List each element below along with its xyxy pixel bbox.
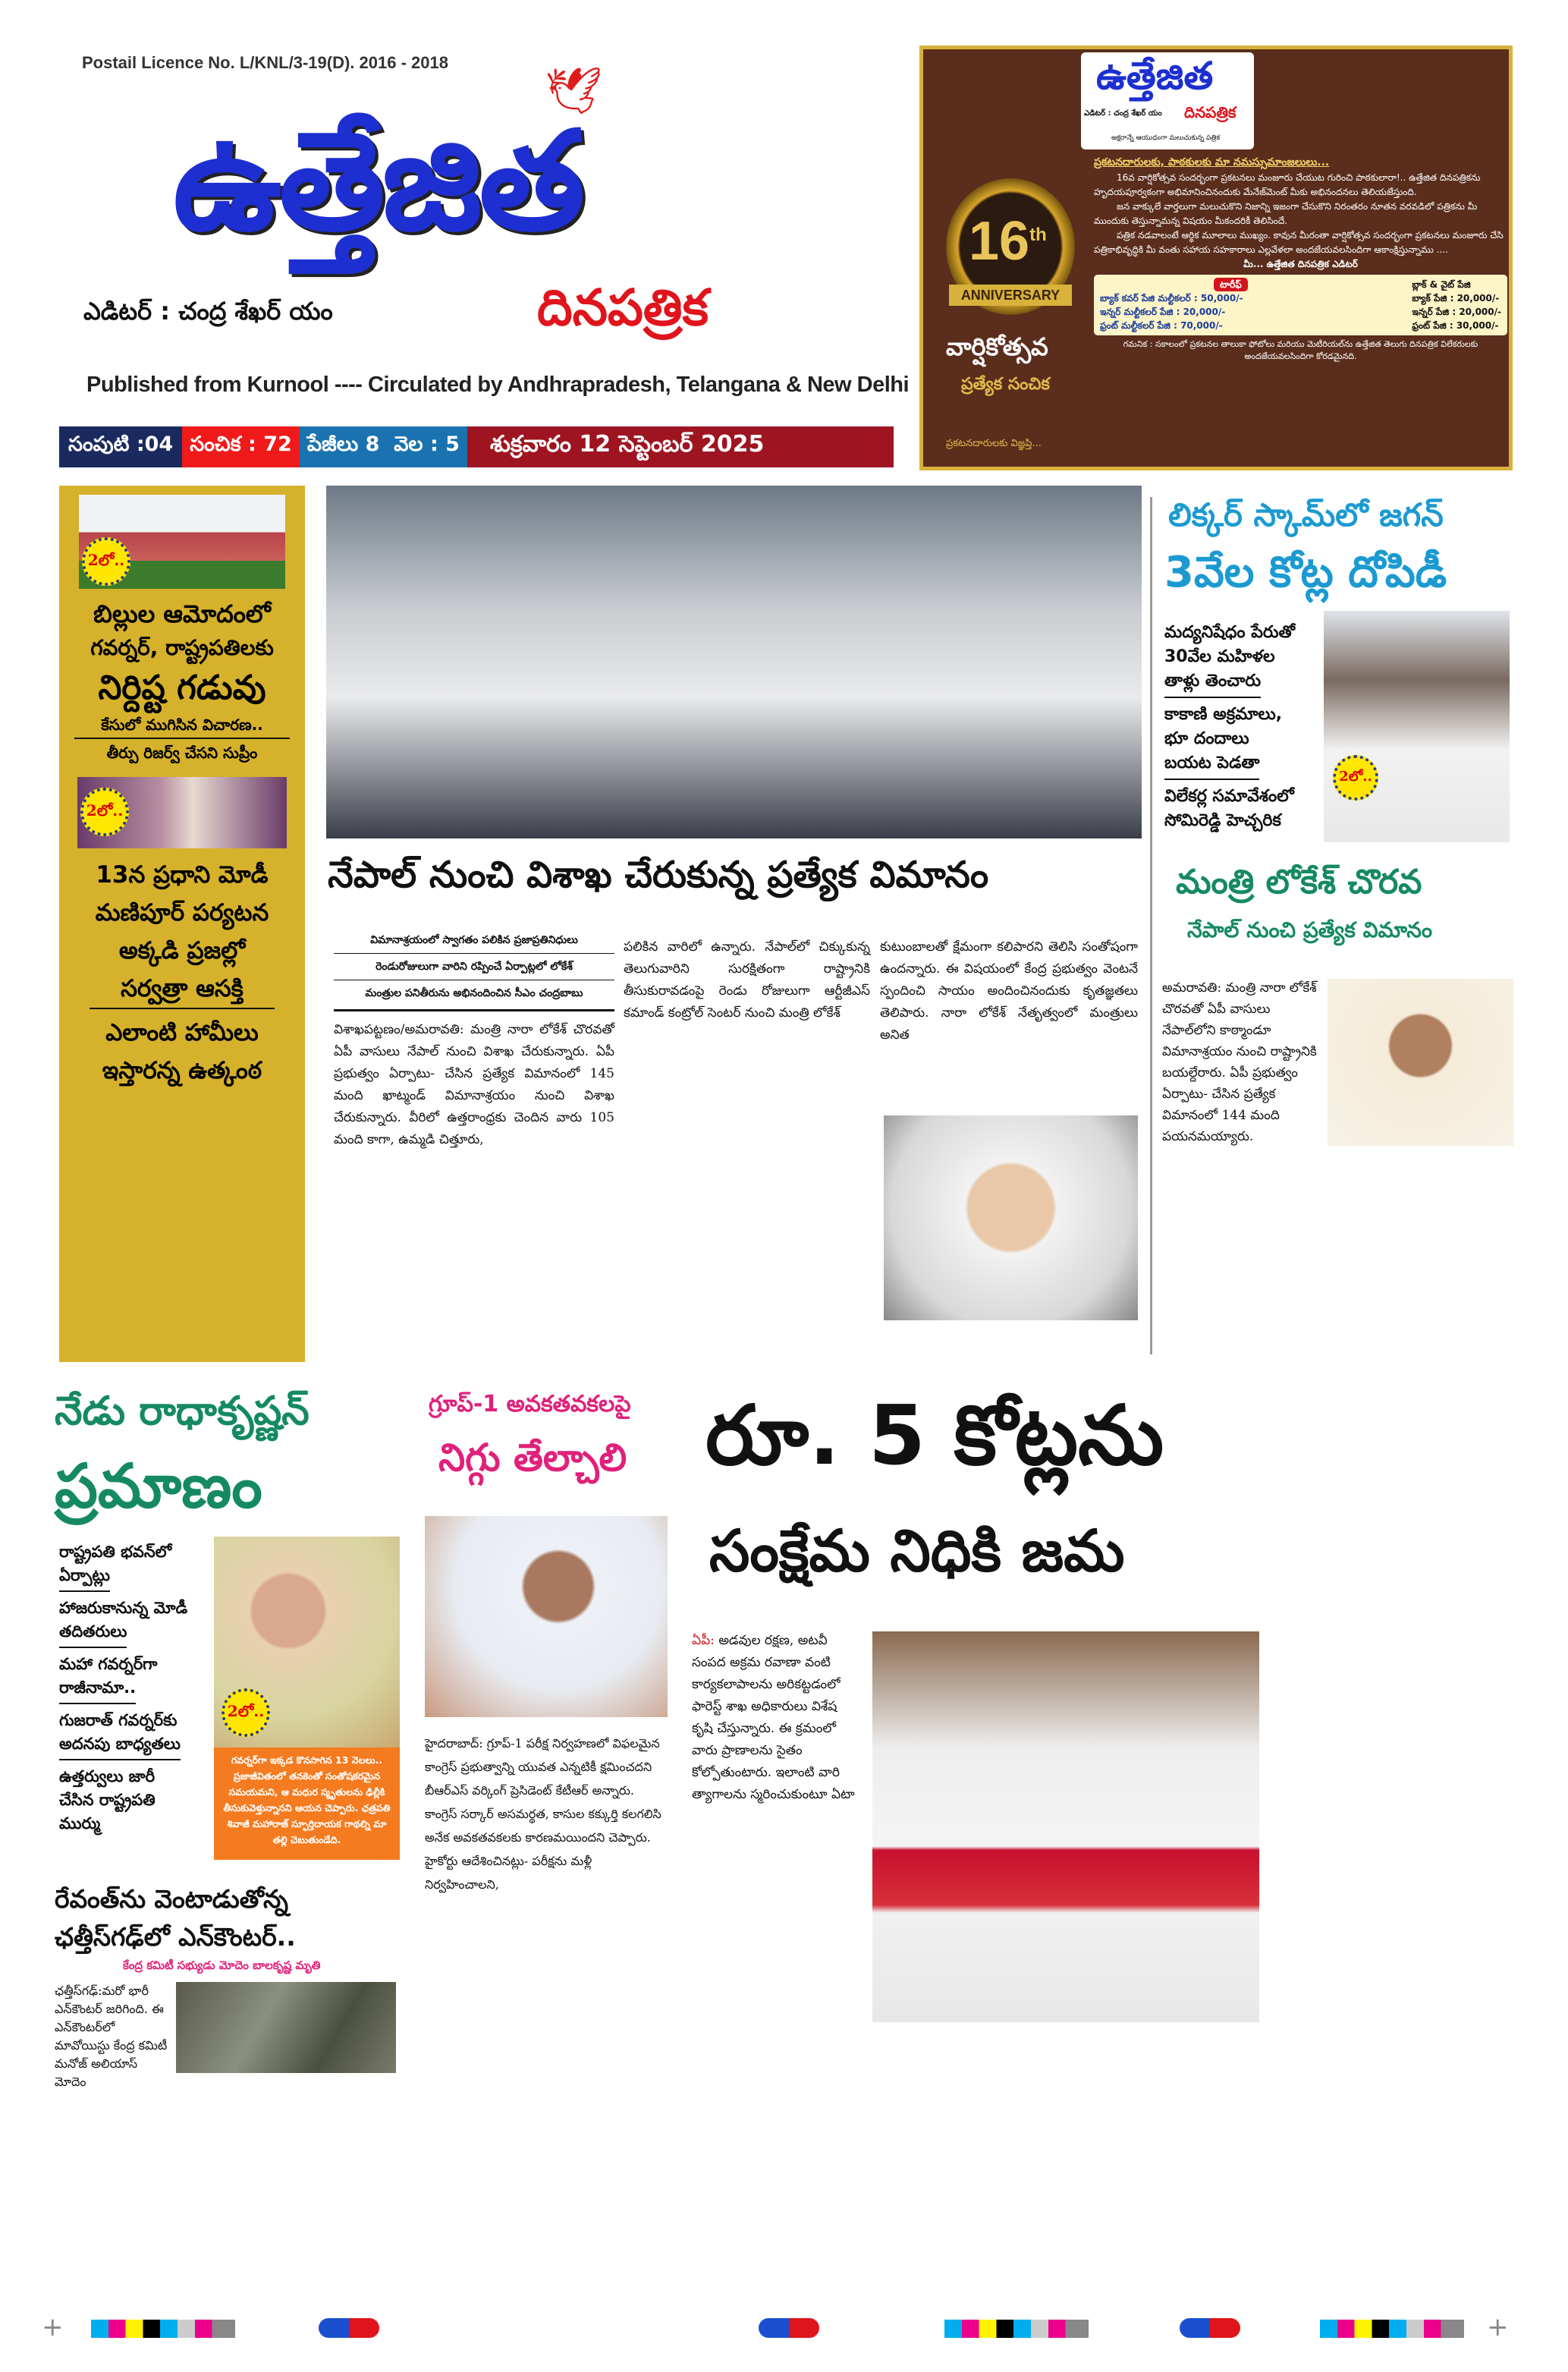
point-line: భూ దందాలు [1164, 729, 1249, 748]
rate-item: ఫ్రంట్ పేజి : 30,000/- [1412, 320, 1499, 331]
dove-icon: 🕊 [545, 64, 603, 118]
bw-title: బ్లాక్ & వైట్ పేజి [1412, 279, 1471, 290]
postal-licence: Postail Licence No. L/KNL/3-19(D). 2016 - 2018 [82, 53, 448, 72]
color-rates [1100, 278, 1248, 332]
bw-rates [1412, 278, 1501, 332]
headline-line: అక్కడి ప్రజల్లో [118, 937, 246, 964]
page-count: పేజీలు 8 [306, 433, 380, 456]
headline-line: నిర్దిష్ట గడువు [98, 669, 266, 707]
headline-line: బిల్లుల ఆమోదంలో [93, 599, 271, 628]
masthead [59, 53, 910, 425]
chandrababu-photo [884, 1115, 1138, 1320]
left-yellow-column [59, 486, 305, 1362]
subhead: మంత్రుల పనితీరును అభినందించిన సీఎం చంద్రబాబు [334, 980, 614, 1011]
headline-line: సర్వత్రా ఆసక్తి [90, 970, 275, 1009]
fund-dateline: ఏపీ: [692, 1633, 715, 1648]
point-line: మద్యనిషేధం పేరుతో [1164, 623, 1295, 642]
lead-body-col2: పలికిన వారిలో ఉన్నారు. నేపాల్‌లో చిక్కుకున్న తెలుగువారిని సురక్షితంగా రాష్ట్రానికి తీసుకురావడంపై రెండు రోజులుగా ఆర్టీజీఎస్ కమాండ్ కంట్రోల్ సెంటర్ నుంచి మంత్రి లోకేశ్ [624, 939, 870, 1021]
point-line: రాష్ట్రపతి భవన్‌లో [59, 1543, 172, 1561]
special-edition-title: వార్షికోత్సవ [946, 332, 1048, 361]
rate-item: బ్యాక్ కవర్ పేజి మల్టీకలర్ : 50,000/- [1100, 293, 1243, 304]
lead-headline: నేపాల్ నుంచి విశాఖ చేరుకున్న ప్రత్యేక విమానం [328, 854, 989, 896]
anniversary-ad [919, 46, 1513, 470]
radhakrishnan-photo [214, 1537, 400, 1749]
crop-mark-icon: + [42, 2312, 64, 2342]
lead-col1-block [334, 927, 614, 1151]
encounter-story [55, 1880, 407, 2091]
tariff-box [1094, 275, 1507, 335]
ad-logo-subtitle: దినపత్రిక [1184, 103, 1236, 121]
page-2-badge: 2లో.. [80, 788, 129, 836]
ad-paragraph: 16వ వార్షికోత్సవ సందర్భంగా ప్రకటనలు మంజూరు చేయుట గురించి పాఠకులారా!.. ఉత్తేజిత దినపత్రికను హృదయపూర్వకంగా అభిమానించినందుకు మేనేజ్‌మెంట్ మీకు అభినందనలు తెలియజేస్తుంది. [1094, 172, 1481, 197]
ad-signature: మీ... ఉత్తేజిత దినపత్రిక ఎడిటర్ [1243, 259, 1358, 269]
lokesh-headline: మంత్రి లోకేశ్ చొరవ [1176, 863, 1422, 901]
ad-right-column [1094, 154, 1507, 465]
lokesh-subheadline: నేపాల్ నుంచి ప్రత్యేక విమానం [1187, 917, 1433, 942]
radhakrishnan-points [59, 1540, 208, 1836]
liquor-headline-1: లిక్కర్ స్కామ్‌లో జగన్ [1168, 496, 1444, 533]
print-color-bars [0, 2311, 1568, 2348]
registration-dot [759, 2318, 819, 2338]
subhead: విమానాశ్రయంలో స్వాగతం పలికిన ప్రజాప్రతినిధులు [334, 927, 614, 954]
rate-item: ఇన్నర్ మల్టీకలర్ పేజి : 20,000/- [1100, 307, 1226, 317]
headline-line: ఎలాంటి హామీలు [105, 1019, 259, 1046]
headline-line: మణిపూర్ పర్యటన [95, 899, 269, 926]
radhakrishnan-headline-2: ప్రమాణం [55, 1451, 262, 1521]
ktr-photo [425, 1516, 668, 1717]
point-line: విలేకర్ల సమావేశంలో [1164, 787, 1294, 806]
lokesh-meeting-photo [326, 486, 1142, 838]
rate-item: ఇన్నర్ పేజి : 20,000/- [1412, 307, 1501, 317]
lokesh-photo [1328, 979, 1513, 1146]
price: వెల : 5 [394, 433, 460, 456]
encounter-subheadline: కేంద్ర కమిటీ సభ్యుడు మోదెం బాలకృష్ణ మృతి [123, 1958, 321, 1972]
modi-photo [77, 777, 287, 848]
issue-date: శుక్రవారం 12 సెప్టెంబర్ 2025 [489, 431, 765, 458]
anniversary-number: 16th [969, 211, 1047, 272]
ad-paragraph: పత్రిక నడవాలంటే ఆర్థిక మూలాలు ముఖ్యం. కావున మీరంతా వార్షికోత్సవ సందర్భంగా ప్రకటనలు మంజూరు చేసి పత్రికాభివృద్ధికి మీ వంతు సహాయ సహకారాలు ఎల్లవేళలా అందజేయవలసిందిగా ఆకాంక్షిస్తున్నాము .... [1094, 230, 1504, 255]
pawan-chandrababu-photo [872, 1631, 1259, 2022]
ad-heading: ప్రకటనదారులకు, పాఠకులకు మా నమస్సుమాంజలులు... [1094, 156, 1330, 168]
rate-item: బ్యాక్ పేజి : 20,000/- [1412, 293, 1500, 304]
published-line: Published from Kurnool ---- Circulated by Andhrapradesh, Telangana & New Delhi [86, 373, 910, 397]
subheadline: తీర్పు రిజర్వ్ చేసని సుప్రీం [106, 744, 258, 762]
lead-body-col1: విశాఖపట్టణం/అమరావతి: మంత్రి నారా లోకేశ్ చొరవతో ఏపీ వాసులు నేపాల్ నుంచి విశాఖ చేరుకున్నారు. ఏపీ ప్రభుత్వం ఏర్పాటు- చేసిన ప్రత్యేక విమానంలో 145 మంది ఖాట్మండ్ విమానాశ్రయం నుంచి విశాఖ చేరుకున్నారు. వీరిలో ఉత్తరాంధ్రకు చెందిన వారు 105 మంది కాగా, ఉమ్మడి చిత్తూరు, [334, 1022, 614, 1147]
group1-body: హైదరాబాద్: గ్రూప్-1 పరీక్ష నిర్వహణలో విఫలమైన కాంగ్రెస్ ప్రభుత్వాన్ని యువత ఎన్నటికీ క్షమించదని బీఆర్ఎస్ వర్కింగ్ ప్రెసిడెంట్ కేటీఆర్ అన్నారు. కాంగ్రెస్ సర్కార్ అసమర్థత, కాసుల కక్కుర్తి కలగలిసి అనేక అవకతవకలకు కారణమయిందని చెప్పారు. హైకోర్టు ఆదేశించినట్లు- పరీక్షను మళ్లీ నిర్వహించాలని, [425, 1736, 661, 1892]
anniversary-ribbon: ANNIVERSARY [949, 285, 1072, 306]
special-edition-subtitle: ప్రత్యేక సంచిక [961, 375, 1050, 394]
supreme-court-photo [79, 495, 285, 589]
advertiser-notice: ప్రకటనదారులకు విజ్ఞప్తి... [946, 438, 1042, 449]
liquor-points [1164, 621, 1320, 833]
anniversary-emblem [946, 178, 1075, 315]
point-line: బయట పెడతా [1164, 751, 1320, 780]
point-line: సోమిరెడ్డి హెచ్చరిక [1164, 811, 1281, 830]
encounter-photo [176, 1982, 396, 2073]
lead-body-col3: కుటుంబాలతో క్షేమంగా కలిపారని తెలిసి సంతోషంగా ఉందన్నారు. ఈ విషయంలో కేంద్ర ప్రభుత్వం వెంటనే స్పందించి సాయం అందించినందుకు కృతజ్ఞతలు తెలిపారు. నారా లోకేశ్ నేతృత్వంలో మంత్రులు అనిత [880, 939, 1138, 1043]
registration-dot [319, 2318, 379, 2338]
newspaper-title-logo: ఉత్తేజిత [173, 102, 583, 261]
radhakrishnan-headline-1: నేడు రాధాకృష్ణన్ [55, 1389, 310, 1434]
encounter-body-row [55, 1982, 407, 2091]
liquor-headline-2: 3వేల కోట్ల దోపిడీ [1164, 548, 1447, 597]
page-2-badge: 2లో.. [1333, 755, 1378, 801]
volume-number: సంపుటి :04 [59, 426, 182, 467]
fund-headline-2: సంక్షేమ నిధికి జమ [709, 1517, 1125, 1584]
rate-item: ఫ్రంట్ మల్టీకలర్ పేజి : 70,000/- [1100, 320, 1223, 331]
ad-paragraph: జన వాక్కులే వార్తలుగా మలుచుకొని నిజాన్ని ఇజంగా చేసుకొని నిరంతరం నూతన వరవడిలో పత్రికను మీ ముందుకు తెస్తున్నామన్న విషయం మీకందరికీ తెలిసిందే. [1094, 201, 1478, 226]
headline-line: 13న ప్రధాని మోడీ [96, 861, 269, 889]
headline-line: గవర్నర్, రాష్ట్రపతిలకు [90, 635, 274, 660]
point-line: మహా గవర్నర్‌గా [59, 1655, 158, 1673]
fund-body [692, 1630, 859, 1806]
subheadline: కేసులో ముగిసిన విచారణ.. [74, 712, 290, 739]
ad-tagline: అక్షరాన్నే ఆయుధంగా మలుచుకున్న పత్రిక [1111, 134, 1221, 142]
somireddy-photo [1324, 611, 1510, 842]
page-2-badge: 2లో.. [82, 537, 130, 586]
ad-logo-box [1081, 52, 1254, 149]
point-line: ముర్ము [59, 1814, 101, 1832]
point-line: చేసిన రాష్ట్రపతి [59, 1791, 156, 1809]
page-count-price [300, 426, 467, 467]
registration-dot [1180, 2318, 1240, 2338]
encounter-headline-1: రేవంత్‌ను వెంటాడుతోన్న [55, 1884, 288, 1914]
group1-headline-2: నిగ్గు తేల్చాలి [438, 1436, 627, 1480]
editor-line: ఎడిటర్ : చంద్ర శేఖర్ యం [83, 297, 333, 326]
point-line: 30వేల మహిళల [1164, 647, 1275, 666]
color-bar [91, 2320, 235, 2338]
lokesh-body: అమరావతి: మంత్రి నారా లోకేశ్ చొరవతో ఏపీ వాసులు నేపాల్‌లోని కాఠ్మాండూ విమానాశ్రయం నుంచి రాష్ట్రానికి బయల్దేరారు. ఏపీ ప్రభుత్వం ఏర్పాటు- చేసిన ప్రత్యేక విమానంలో 144 మంది పయనమయ్యారు. [1162, 980, 1317, 1144]
column-divider [1150, 497, 1152, 1354]
point-line: తదితరులు [59, 1620, 208, 1648]
color-bar [944, 2320, 1089, 2338]
issue-number: సంచిక : 72 [182, 426, 300, 467]
ad-note: గమనిక : సకాలంలో ప్రకటనల తాలుకా ఫోటోలు మరియు మెటీరియల్‌ను ఉత్తేజిత తెలుగు దినపత్రిక విలేకరులకు అందజేయవలసిందిగా కోరడమైనది. [1123, 339, 1478, 361]
info-bar [59, 426, 894, 467]
tariff-label: టారీఫ్ [1214, 278, 1248, 291]
point-line: కాకాణి అక్రమాలు, [1164, 705, 1283, 724]
group1-headline-1: గ్రూప్-1 అవకతవకలపై [429, 1391, 631, 1417]
newspaper-subtitle: దినపత్రిక [537, 278, 709, 337]
point-line: ఏర్పాట్లు [59, 1564, 208, 1592]
story-modi-manipur [59, 856, 305, 1090]
headline-line: ఇస్తారన్న ఉత్కంఠ [102, 1057, 262, 1084]
ad-message [1094, 154, 1507, 272]
encounter-headline-2: ఛత్తీస్‌గఢ్‌లో ఎన్‌కౌంటర్.. [55, 1922, 296, 1952]
fund-body-text: అడవుల రక్షణ, అటవీ సంపద అక్రమ రవాణా వంటి కార్యకలాపాలను అరికట్టడంలో ఫారెస్ట్ శాఖ అధికారులు విశేష కృషి చేస్తున్నారు. ఈ క్రమంలో వారు ప్రాణాలను సైతం కోల్పోతుంటారు. ఇలాంటి వారి త్యాగాలను స్మరించుకుంటూ ఏటా [692, 1633, 855, 1802]
story-supreme-court [59, 596, 305, 766]
point-line: తాళ్లు తెంచారు [1164, 669, 1320, 698]
radhakrishnan-quote-box: గవర్నర్‌గా ఇక్కడ కొనసాగిన 13 నెలలు.. ప్రజాజీవితంలో తనకెంతో సంతోషకరమైన సమయమని, ఆ మధుర స్మృతులను ఢిల్లీకి తీసుకువెళ్తున్నానని ఆయన చెప్పారు. ఛత్రపతి శివాజీ మహారాజ్ స్ఫూర్తిదాయక గాథల్ని మా తల్లి చెబుతుండేది. [214, 1748, 400, 1860]
ad-logo: ఉత్తేజిత [1096, 54, 1214, 98]
point-line: అదనపు బాధ్యతలు [59, 1732, 208, 1760]
lead-subheads [334, 927, 614, 1011]
point-line: గుజరాత్ గవర్నర్‌కు [59, 1711, 178, 1729]
point-line: హాజరుకానున్న మోడీ [59, 1599, 188, 1617]
page-2-badge: 2లో.. [222, 1688, 270, 1737]
point-line: ఉత్తర్వులు జారీ [59, 1767, 156, 1785]
ad-logo-editor: ఎడిటర్ : చంద్ర శేఖర్ యం [1084, 109, 1162, 118]
crop-mark-icon: + [1487, 2312, 1509, 2342]
color-bar [1320, 2320, 1464, 2338]
encounter-body: ఛత్తీస్‌గఢ్:మరో భారీ ఎన్‌కౌంటర్ జరిగింది. ఈ ఎన్‌కౌంటర్‌లో మావోయిస్టు కేంద్ర కమిటీ మనోజ్ అలియాస్ మోదెం [55, 1983, 168, 2089]
subhead: రెండురోజులుగా వారిని రప్పించే ఏర్పాట్లలో లోకేశ్ [334, 954, 614, 980]
point-line: రాజీనామా.. [59, 1676, 208, 1704]
fund-headline-1: రూ. 5 కోట్లను [705, 1389, 1164, 1483]
